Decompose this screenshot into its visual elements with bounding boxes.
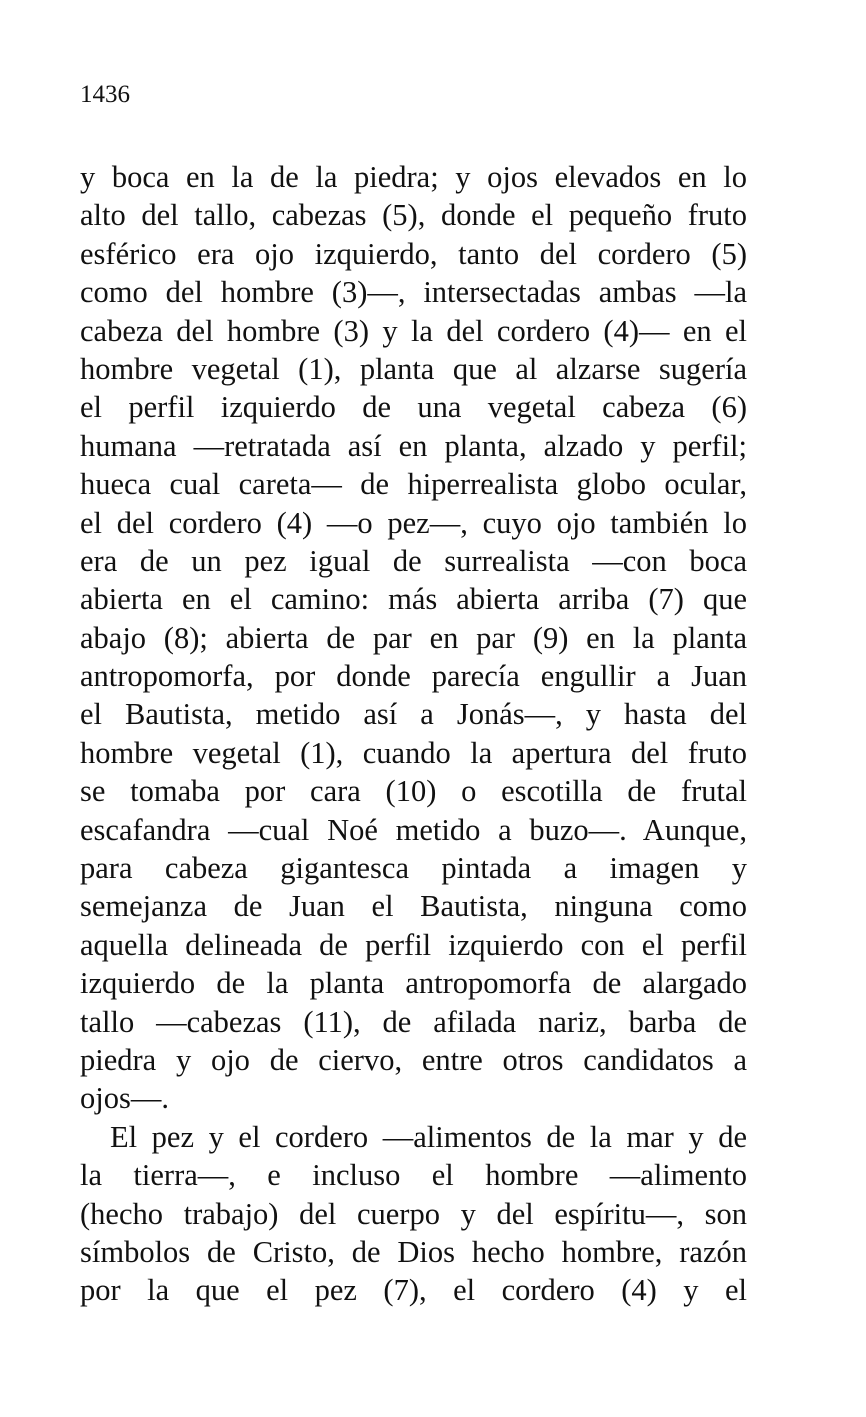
- body-text: [80, 158, 747, 1310]
- text-line: izquierdo de la planta antropomorfa de alargado: [80, 966, 747, 1001]
- text-line: era de un pez igual de surrealista —con boca: [80, 543, 747, 578]
- text-line: ojos—.: [80, 1081, 169, 1116]
- page-number: 1436: [80, 81, 130, 108]
- text-line: el perfil izquierdo de una vegetal cabeza (6): [80, 390, 747, 425]
- text-line: antropomorfa, por donde parecía engullir a Juan: [80, 659, 747, 694]
- text-line: el Bautista, metido así a Jonás—, y hasta del: [80, 697, 747, 732]
- text-line: alto del tallo, cabezas (5), donde el pequeño fruto: [80, 198, 747, 233]
- text-line: humana —retratada así en planta, alzado y perfil;: [80, 428, 747, 463]
- text-line: abierta en el camino: más abierta arriba (7) que: [80, 582, 747, 617]
- text-line: hombre vegetal (1), planta que al alzarse sugería: [80, 351, 747, 386]
- text-line: aquella delineada de perfil izquierdo con el perfil: [80, 927, 747, 962]
- text-line: símbolos de Cristo, de Dios hecho hombre, razón: [80, 1234, 747, 1269]
- text-line: escafandra —cual Noé metido a buzo—. Aunque,: [80, 812, 747, 847]
- text-line: por la que el pez (7), el cordero (4) y el: [80, 1273, 747, 1308]
- text-line: hombre vegetal (1), cuando la apertura del fruto: [80, 735, 747, 770]
- text-line: se tomaba por cara (10) o escotilla de frutal: [80, 774, 747, 809]
- text-line: como del hombre (3)—, intersectadas ambas —la: [80, 275, 747, 310]
- text-line: (hecho trabajo) del cuerpo y del espíritu—, son: [80, 1196, 747, 1231]
- text-line: El pez y el cordero —alimentos de la mar y de: [110, 1119, 747, 1154]
- text-line: hueca cual careta— de hiperrealista globo ocular,: [80, 467, 747, 502]
- text-line: esférico era ojo izquierdo, tanto del cordero (5): [80, 236, 747, 271]
- text-line: y boca en la de la piedra; y ojos elevados en lo: [80, 160, 747, 194]
- text-line: cabeza del hombre (3) y la del cordero (4)— en el: [80, 313, 747, 348]
- text-line: el del cordero (4) —o pez—, cuyo ojo también lo: [80, 505, 747, 540]
- text-line: abajo (8); abierta de par en par (9) en la planta: [80, 620, 747, 655]
- text-line: piedra y ojo de ciervo, entre otros candidatos a: [80, 1042, 747, 1077]
- text-line: semejanza de Juan el Bautista, ninguna como: [80, 889, 747, 924]
- text-line: tallo —cabezas (11), de afilada nariz, barba de: [80, 1004, 747, 1039]
- text-line: para cabeza gigantesca pintada a imagen y: [80, 851, 747, 886]
- text-line: la tierra—, e incluso el hombre —alimento: [80, 1158, 747, 1193]
